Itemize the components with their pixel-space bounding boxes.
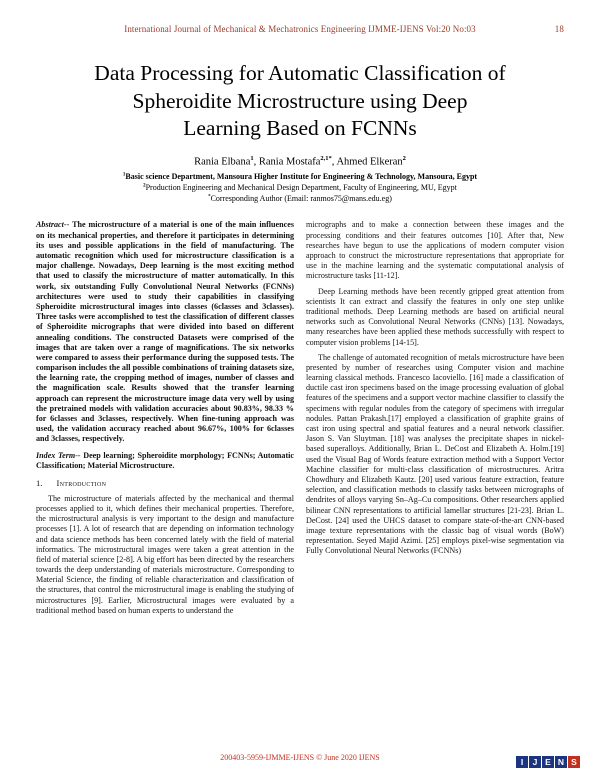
logo-letter-box-n: N <box>555 756 567 768</box>
introduction-paragraph-1: The microstructure of materials affected by the mechanical and thermal processes applied to it, which defines their mechanical properties. Therefore, the microstructural analysis is very important to the design and manufacture processes [1]. A lot of research that are depending on information technology and data science methods has been concerned lately with the field of material informatics. The microstructural images were taken a great attention in the field of material science [2-8]. A big effort has been directed by the researchers towards the deep understanding of materials microstructure. Corresponding to Material Science, the finding of reliable characterization and classification of the structures, that control the microstructural image is enabling the studying of microstructures [9]. Earlier, Microstructural images were evaluated by a traditional method based on human experts to understand the <box>36 493 294 615</box>
logo-letter-box-j: J <box>529 756 541 768</box>
paper-title-line-3: Learning Based on FCNNs <box>183 116 417 141</box>
author-1-affiliation-mark: 1 <box>250 154 254 162</box>
logo-letter-box-i: I <box>516 756 528 768</box>
corresponding-author-mark: * <box>208 193 211 199</box>
abstract-text: The microstructure of a material is one of the main influences on its mechanical properties, and therefore it participates in determining its uses and possible applications in the field of manufacturing. The automatic recognition which used for microstructure classification is a major challenge. Nowadays, Deep learning is the most exciting method that used to classify the microstructure of matter automatically. In this work, six outstanding Fully Convolutional Neural Networks (FCNNs) architectures were used to study their capabilities in classifying Spheroidite microstructural images into classes (6classes and 3classes). Three tasks were accomplished to test the classification of different classes of Spheroidite micrographs that were divided into based on different annealing conditions. The constructed Datasets were comprised of the images that are taken over a range of magnifications. The six networks were compared to assess their performance during the supposed tests. The comparison includes the all possible combinations of training datasets size, the learning rate, the cropping method of images, number of classes and the magnification scale. Results showed that the transfer learning approach can represent the microstructure image data very well by using the pretrained models with validation accuracies about 90.83%, 98.33 % for 6classes and 3classes, respectively. When fine-tuning approach was used, the validation accuracy reached about 96.67%, 100% for 6classes and 3classes, respectively. <box>36 220 294 444</box>
footer-citation: 200403-5959-IJMME-IJENS © June 2020 IJENS <box>220 753 380 762</box>
abstract-paragraph <box>36 220 294 444</box>
logo-letter-box-s: S <box>568 756 580 768</box>
affiliations-block <box>36 172 564 204</box>
ijens-logo <box>516 756 580 768</box>
section-title: Introduction <box>56 477 107 488</box>
affiliation-2-mark: 2 <box>143 183 146 189</box>
affiliation-1-text: Basic science Department, Mansoura Higher Institute for Engineering & Technology, Mansoura, Egypt <box>125 172 478 182</box>
author-2-affiliation-mark: 2,1* <box>320 154 332 162</box>
affiliation-2 <box>36 183 564 194</box>
index-terms-label: Index Term-- <box>36 450 81 460</box>
author-3-name: Ahmed Elkeran <box>336 156 403 168</box>
author-3-affiliation-mark: 2 <box>402 154 406 162</box>
corresponding-author-line <box>36 194 564 205</box>
two-column-body <box>36 220 564 621</box>
author-separator: , <box>331 156 337 168</box>
index-terms-paragraph <box>36 451 294 471</box>
journal-header-text: International Journal of Mechanical & Mechatronics Engineering IJMME-IJENS Vol:20 No:03 <box>124 24 476 34</box>
author-1-name: Rania Elbana <box>194 156 251 168</box>
paper-title-line-1: Data Processing for Automatic Classification of <box>94 61 506 85</box>
introduction-paragraph-3: The challenge of automated recognition of metals microstructure have been presented by number of researches using Computer vision and machine learning classical methods. Francesco Iacoviello. [16] made a classification of ductile cast iron specimens based on the image processing evaluation of global features of the specimens and a support vector machine classifier to classify the specimens with regular nodules from the category of specimens with irregular nodules. Pattan Prakash.[17] employed a classification of graphite grains of cast iron using spectral and spatial features and a neural network classifier. Jason S. Van Sluytman. [18] was analyses the precipitate shapes in nickel-based superalloys. Additionally, Brian L. DeCost and Elizabeth A. Holm.[19] used the Visual Bag of Words feature extraction method with a Support Vector Machine classifier for multi-class classification of microstructures. Aritra Chowdhury and Elizabeth Kautz. [20] used various feature extraction, feature selection, and classification methods to classify tasks between micrographs of dendrites of alloys varying Sn–Ag–Cu compositions. Other researchers applied bilinear CNN representations to artificial lamellar structures [21-23]. Brian L. DeCost. [24] used the UHCS dataset to compare state-of-the-art CNN-based image texture representations with the classic bag of visual words (BoW) representation. Seyed Majid Azimi. [25] employs pixel-wise segmentation via Fully Convolutional Neural Networks (FCNNs) <box>306 352 564 556</box>
paper-title <box>36 60 564 143</box>
corresponding-author-text: Corresponding Author (Email: ranmos75@mans.edu.eg) <box>210 193 392 203</box>
author-2-name: Rania Mostafa <box>258 156 321 168</box>
affiliation-1-mark: 1 <box>122 172 126 178</box>
logo-letter-box-e: E <box>542 756 554 768</box>
affiliation-1 <box>36 172 564 183</box>
paper-title-line-2: Spheroidite Microstructure using Deep <box>132 88 468 113</box>
authors-line <box>36 155 564 168</box>
running-header <box>36 24 564 34</box>
section-heading-introduction <box>36 478 294 489</box>
affiliation-2-text: Production Engineering and Mechanical Design Department, Faculty of Engineering, MU, Egypt <box>145 182 457 192</box>
introduction-paragraph-2: Deep Learning methods have been recently gripped great attention from scientists It can extract and classify the features in only one step unlike traditional methods. Deep Learning methods are based on artificial neural networks such as Convolutional Neural Networks (CNNs) [13]. Nowadays, many researches have been applied these methods successfully with respect to computer vision problems [14-15]. <box>306 286 564 347</box>
left-column <box>36 220 294 621</box>
section-number: 1. <box>36 477 43 488</box>
right-column <box>306 220 564 621</box>
introduction-paragraph-1-continued: micrographs and to make a connection between these images and the processing conditions and their features outcomes [10]. After that, New researches have begun to use the applications of modern computer vision approach to construct the microstructure representations that appropriate for use in the machine learning and the systematic computational analysis of microstructure tasks [11-12]. <box>306 220 564 281</box>
index-terms-text: Deep learning; Spheroidite morphology; FCNNs; Automatic Classification; Material Microstructure. <box>36 450 294 470</box>
page-number: 18 <box>554 24 564 34</box>
author-separator: , <box>253 156 259 168</box>
abstract-label: Abstract-- <box>36 220 70 230</box>
